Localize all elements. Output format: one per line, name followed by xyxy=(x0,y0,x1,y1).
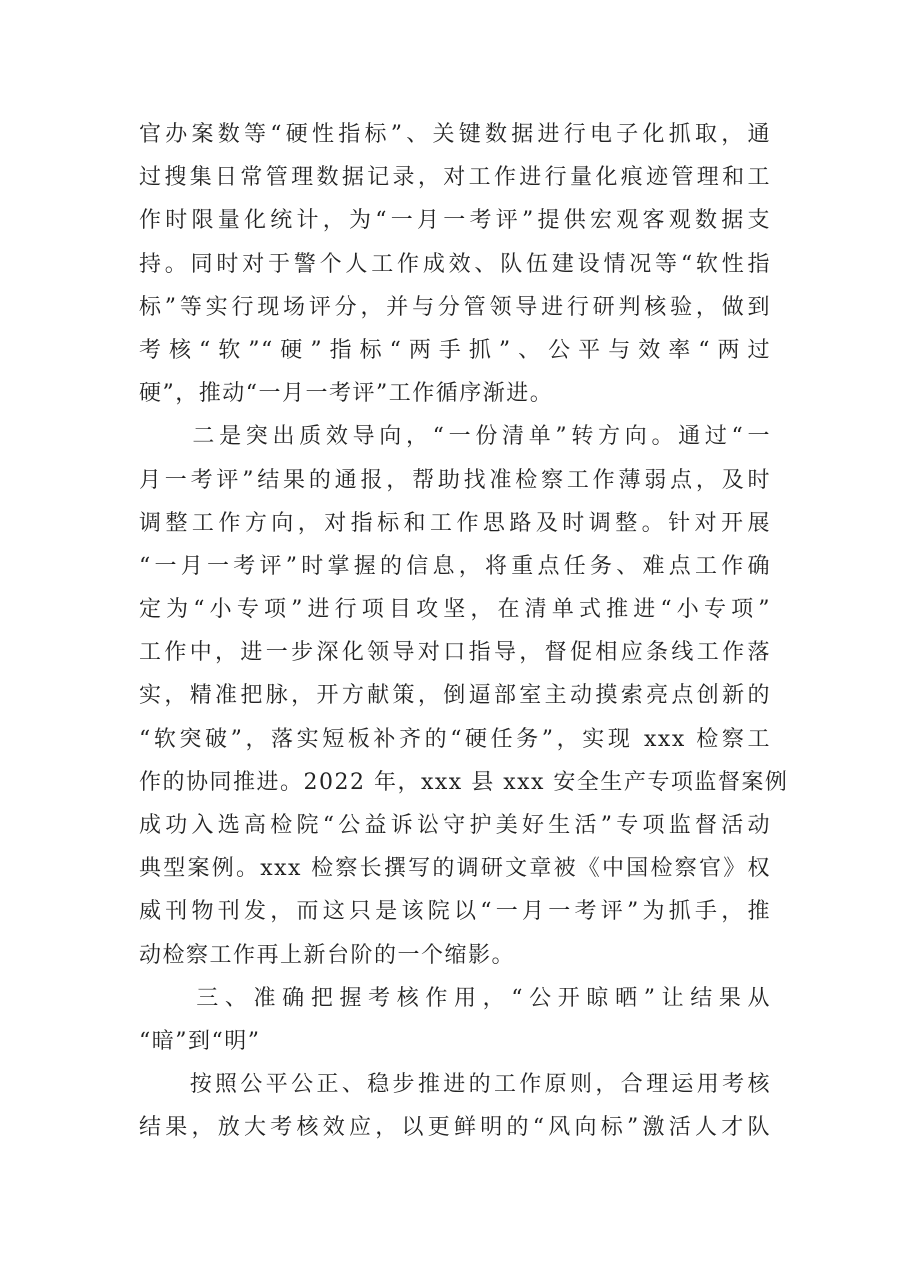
text-line: 按照公平公正、稳步推进的工作原则，合理运用考核 xyxy=(139,1072,771,1098)
text-line: 标”等实行现场评分，并与分管领导进行研判核验，做到 xyxy=(139,294,771,320)
text-line: 威刊物刊发，而这只是该院以“一月一考评”为抓手，推 xyxy=(139,899,771,925)
section-heading-line: 三、准确把握考核作用，“公开晾晒”让结果从 xyxy=(139,985,771,1011)
text-line: 月一考评”结果的通报，帮助找准检察工作薄弱点，及时 xyxy=(139,467,771,493)
text-line: 硬”，推动“一月一考评”工作循序渐进。 xyxy=(139,381,554,407)
text-line: 作的协同推进。2022 年，xxx 县 xxx 安全生产专项监督案例 xyxy=(139,769,789,795)
text-line: 作时限量化统计，为“一月一考评”提供宏观客观数据支 xyxy=(139,208,771,234)
text-line: 动检察工作再上新台阶的一个缩影。 xyxy=(139,942,516,968)
text-line: 考核“软”“硬”指标“两手抓”、公平与效率“两过 xyxy=(139,337,771,363)
text-line: 成功入选高检院“公益诉讼守护美好生活”专项监督活动 xyxy=(139,813,771,838)
text-line: 官办案数等“硬性指标”、关键数据进行电子化抓取，通 xyxy=(139,122,771,147)
text-line: “一月一考评”时掌握的信息，将重点任务、难点工作确 xyxy=(139,553,771,579)
text-line: 典型案例。xxx 检察长撰写的调研文章被《中国检察官》权 xyxy=(139,856,771,882)
text-line: 调整工作方向，对指标和工作思路及时调整。针对开展 xyxy=(139,510,771,536)
text-line: 二是突出质效导向，“一份清单”转方向。通过“一 xyxy=(139,424,771,450)
text-line: 实，精准把脉，开方献策，倒逼部室主动摸索亮点创新的 xyxy=(139,683,771,709)
text-line: “软突破”，落实短板补齐的“硬任务”，实现 xxx 检察工 xyxy=(139,726,771,752)
text-line: 过搜集日常管理数据记录，对工作进行量化痕迹管理和工 xyxy=(139,165,771,191)
text-line: 持。同时对于警个人工作成效、队伍建设情况等“软性指 xyxy=(139,251,771,277)
document-body xyxy=(139,113,789,1150)
text-line: 工作中，进一步深化领导对口指导，督促相应条线工作落 xyxy=(139,640,771,666)
text-line: 结果，放大考核效应，以更鲜明的“风向标”激活人才队 xyxy=(139,1115,771,1141)
section-heading-line: “暗”到“明” xyxy=(139,1028,261,1054)
text-line: 定为“小专项”进行项目攻坚，在清单式推进“小专项” xyxy=(139,597,771,623)
